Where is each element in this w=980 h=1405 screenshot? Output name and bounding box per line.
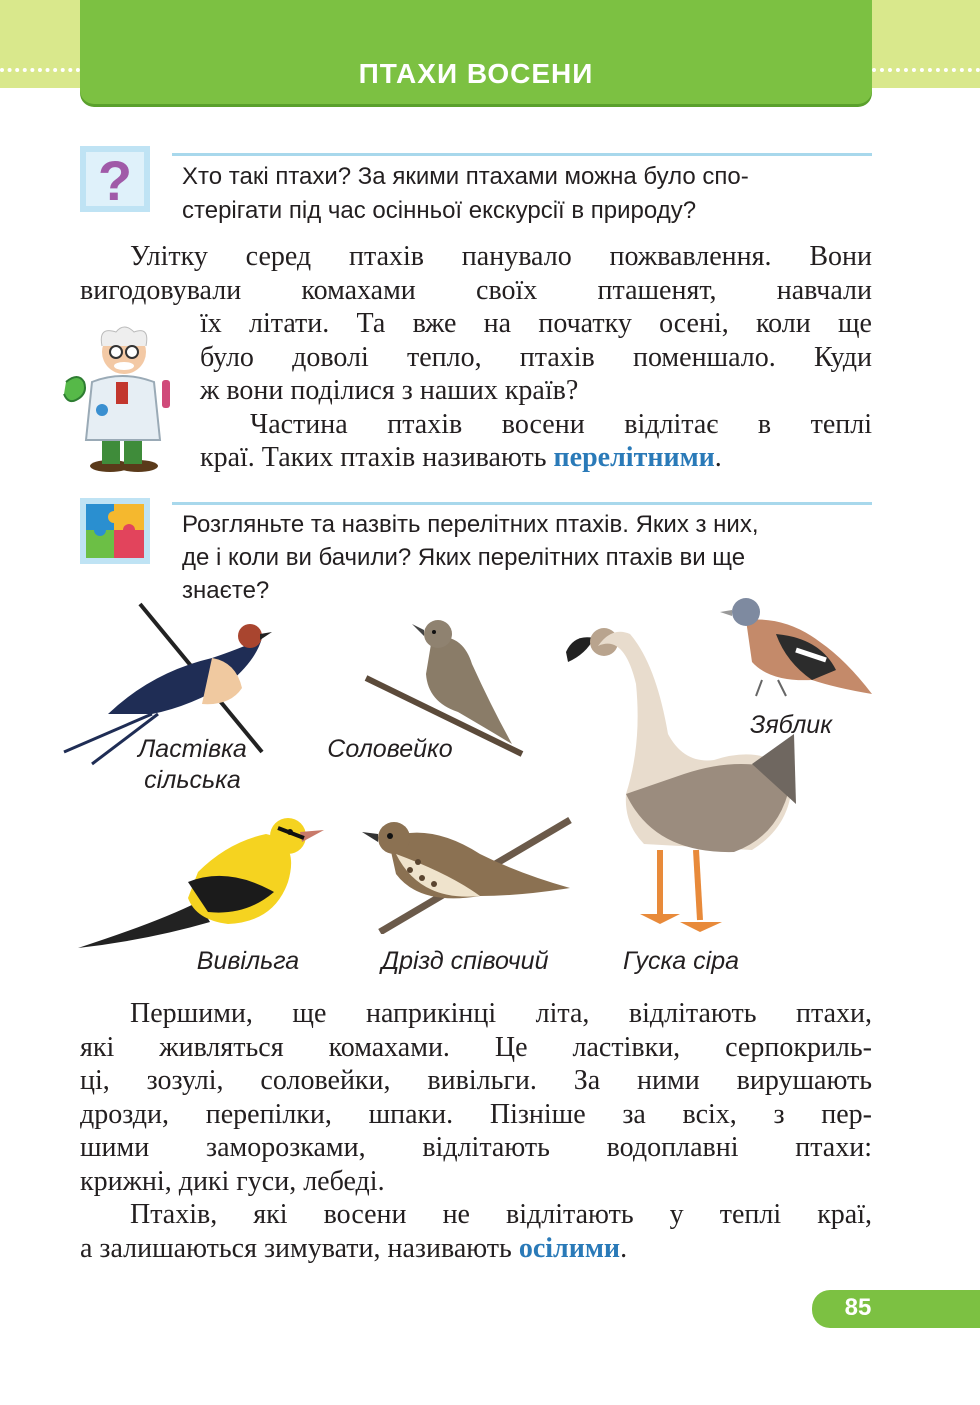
paragraph-line: їх літати. Та вже на початку осені, коли ще: [200, 308, 872, 339]
paragraph-line: було доволі тепло, птахів поменшало. Куди: [200, 341, 872, 373]
text-span: а залишаються зимувати, називають: [80, 1232, 519, 1264]
paragraph-line: Птахів, які восени не відлітають у теплі краї,: [130, 1199, 872, 1230]
label-goose: Гуска сіра: [622, 947, 739, 975]
paragraph-line: [200, 441, 872, 475]
question-line: стерігати під час осінньої екскурсії в природу?: [182, 197, 697, 224]
paragraph-line: Першими, ще наприкінці літа, відлітають птахи,: [130, 998, 872, 1029]
label-line: сільська: [144, 766, 241, 794]
term-sedentary: осілими: [518, 1232, 621, 1264]
paragraph-line: Улітку серед птахів панувало пожвавлення. Вони: [130, 241, 872, 272]
thrush-image: [360, 814, 574, 934]
task-rule: [172, 502, 872, 505]
question-mark-icon: [80, 146, 150, 212]
oriole-image: [78, 812, 326, 952]
task-line: знаєте?: [182, 577, 270, 604]
paragraph-1-wrapped: [200, 307, 872, 475]
paragraph-line: дрозди, перепілки, шпаки. Пізніше за всіх, з пер-: [80, 1098, 872, 1130]
text-span: .: [714, 442, 722, 473]
label-swallow: [110, 734, 275, 796]
paragraph-3: [80, 997, 872, 1265]
page-number-tab: [812, 1290, 980, 1328]
svg-text:?: ?: [97, 149, 133, 212]
header-dots-right: [872, 68, 980, 80]
paragraph-1: [80, 240, 872, 307]
header-bar: [80, 0, 872, 104]
paragraph-line: ці, зозулі, соловейки, вивільги. За ними вирушають: [80, 1065, 872, 1096]
term-migratory: перелітними: [553, 442, 715, 473]
label-chaffinch: Зяблик: [749, 711, 833, 739]
paragraph-line: [80, 1232, 872, 1266]
header-dots-left: [0, 68, 80, 80]
question-line: Хто такі птахи? За якими птахами можна було спо-: [182, 163, 749, 190]
label-thrush: Дрізд співочий: [381, 947, 549, 975]
question-text: [182, 160, 872, 228]
task-line: Розгляньте та назвіть перелітних птахів. Яких з них,: [182, 511, 759, 538]
label-oriole: Вивільга: [196, 947, 300, 975]
label-line: Ластівка: [138, 735, 247, 763]
label-nightingale: Соловейко: [327, 735, 453, 763]
question-rule: [172, 153, 872, 156]
paragraph-line: Частина птахів восени відлітає в теплі: [250, 408, 872, 440]
task-line: де і коли ви бачили? Яких перелітних птахів ви ще: [182, 544, 746, 571]
page-number: 85: [844, 1294, 872, 1321]
paragraph-line: ж вони поділися з наших країв?: [200, 375, 579, 406]
goose-image: [564, 624, 800, 940]
page-title: ПТАХИ ВОСЕНИ: [358, 58, 594, 89]
paragraph-line: шими заморозками, відлітають водоплавні птахи:: [80, 1132, 872, 1163]
professor-mascot-illustration: [58, 322, 184, 472]
paragraph-line: вигодовували комахами своїх пташенят, навчали: [80, 274, 872, 306]
paragraph-line: які живляться комахами. Це ластівки, серпокриль-: [80, 1031, 872, 1063]
text-span: краї. Таких птахів називають: [200, 442, 554, 473]
paragraph-line: крижні, дикі гуси, лебеді.: [80, 1165, 385, 1197]
text-span: .: [620, 1232, 628, 1264]
puzzle-icon: [80, 498, 150, 564]
